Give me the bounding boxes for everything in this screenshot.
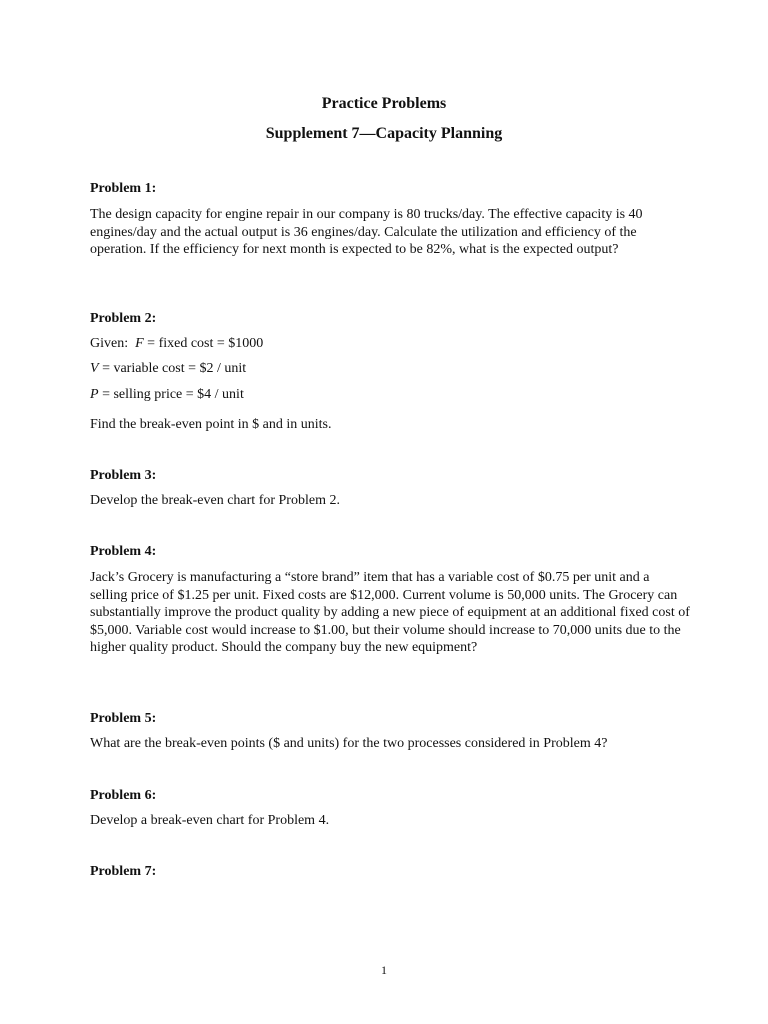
problem-5-body — [90, 735, 690, 753]
page-subtitle: Supplement 7—Capacity Planning — [265, 125, 503, 142]
problem-7 — [90, 863, 690, 881]
problem-1-heading: Problem 1: — [90, 181, 157, 196]
given-selling-price — [90, 386, 244, 404]
problem-3-text: Develop the break-even chart for Problem 2. — [90, 493, 340, 508]
page-title: Practice Problems — [321, 95, 447, 112]
problem-3-body — [90, 492, 690, 510]
variable-cost-variable: V — [90, 361, 99, 376]
problem-2 — [90, 310, 690, 328]
problem-6-body — [90, 812, 690, 830]
problem-4-body — [90, 569, 690, 657]
variable-cost-text: = variable cost = $2 / unit — [102, 361, 247, 376]
problem-2-text: Find the break-even point in $ and in units. — [90, 417, 332, 432]
problem-5-heading: Problem 5: — [90, 711, 157, 726]
problem-4-text: Jack’s Grocery is manufacturing a “store brand” item that has a variable cost of $0.75 per unit and a selling price of $1.25 per unit. Fixed costs are $12,000. Current volume is 50,000 units. The Grocery can substantially improve the product quality by adding a new piece of equipment at an additional fixed cost of $5,000. Variable cost would increase to $1.00, but their volume should increase to 70,000 units due to the higher quality product. Should the company buy the new equipment? — [90, 570, 690, 655]
problem-4-heading: Problem 4: — [90, 544, 157, 559]
problem-6 — [90, 787, 690, 805]
problem-1-text: The design capacity for engine repair in our company is 80 trucks/day. The effective capacity is 40 engines/day and the actual output is 36 engines/day. Calculate the utilization and efficiency of the operation. If the efficiency for next month is expected to be 82%, what is the expected output? — [90, 207, 643, 257]
problem-2-body — [90, 416, 690, 434]
problem-5 — [90, 710, 690, 728]
given-variable-cost — [90, 360, 246, 378]
problem-3-heading: Problem 3: — [90, 468, 157, 483]
problem-5-text: What are the break-even points ($ and units) for the two processes considered in Problem 4? — [90, 736, 608, 751]
fixed-cost-text: = fixed cost = $1000 — [147, 336, 264, 351]
problem-1-body — [90, 206, 690, 259]
selling-price-variable: P — [90, 387, 99, 402]
problem-1 — [90, 180, 690, 198]
page-number: 1 — [381, 963, 387, 977]
problem-3 — [90, 467, 690, 485]
problem-2-heading: Problem 2: — [90, 311, 157, 326]
given-fixed-cost — [90, 335, 263, 353]
problem-7-heading: Problem 7: — [90, 864, 157, 879]
selling-price-text: = selling price = $4 / unit — [102, 387, 244, 402]
problem-6-text: Develop a break-even chart for Problem 4. — [90, 813, 330, 828]
given-prefix: Given: — [90, 336, 129, 351]
fixed-cost-variable: F — [135, 336, 144, 351]
problem-6-heading: Problem 6: — [90, 788, 157, 803]
problem-4 — [90, 543, 690, 561]
